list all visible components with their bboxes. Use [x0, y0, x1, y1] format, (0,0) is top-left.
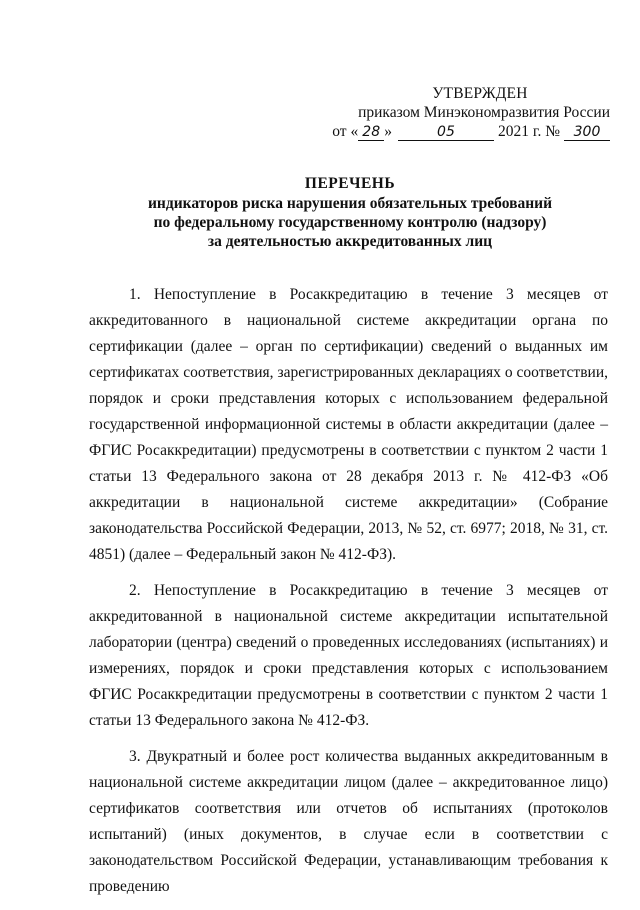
handwritten-day: 28 [358, 124, 384, 141]
date-prefix: от « [332, 123, 359, 140]
title-line-3: по федеральному государственному контролю (надзору) [153, 214, 547, 231]
document-body [89, 282, 608, 910]
document-title [80, 174, 620, 251]
date-day-suffix: » [384, 123, 392, 140]
title-line-2: индикаторов риска нарушения обязательных требований [148, 195, 552, 212]
date-year-text: 2021 г. № [497, 123, 560, 140]
approval-date-line [310, 122, 610, 141]
handwritten-month: 05 [398, 124, 494, 141]
approval-heading: УТВЕРЖДЕН [432, 85, 528, 102]
approval-stamp-block [310, 84, 610, 141]
title-line-4: за деятельностью аккредитованных лиц [207, 233, 493, 250]
handwritten-order-number: 300 [564, 124, 610, 141]
approval-order-line: приказом Минэкономразвития России [358, 104, 610, 121]
paragraph-3: 3. Двукратный и более рост количества выданных аккредитованным в национальной системе аккредитации лицом (далее – аккредитованное лицо) сертификатов соответствия или отчетов об испытаниях (протоколов испытаний) (иных документов, в случае если в соответствии с законодательством Российской Федерации, устанавливающим требования к проведению [89, 748, 608, 895]
title-line-1: ПЕРЕЧЕНЬ [304, 175, 396, 192]
paragraph-1: 1. Непоступление в Росаккредитацию в течение 3 месяцев от аккредитованного в национальной системе аккредитации органа по сертификации (далее – орган по сертификации) сведений о выданных им сертификатах соответствия, зарегистрированных декларациях о соответствии, порядок и сроки представления которых с использованием федеральной государственной информационной системы в области аккредитации (далее – ФГИС Росаккредитации) предусмотрены в соответствии с пунктом 2 части 1 статьи 13 Федерального закона от 28 декабря 2013 г. № 412-ФЗ «Об аккредитации в национальной системе аккредитации» (Собрание законодательства Российской Федерации, 2013, № 52, ст. 6977; 2018, № 31, ст. 4851) (далее – Федеральный закон № 412-ФЗ). [89, 286, 608, 563]
paragraph-2: 2. Непоступление в Росаккредитацию в течение 3 месяцев от аккредитованной в национальной системе аккредитации испытательной лаборатории (центра) сведений о проведенных исследованиях (испытаниях) и измерениях, порядок и сроки представления которых с использованием ФГИС Росаккредитации предусмотрены в соответствии с пунктом 2 части 1 статьи 13 Федерального закона № 412-ФЗ. [89, 582, 608, 729]
